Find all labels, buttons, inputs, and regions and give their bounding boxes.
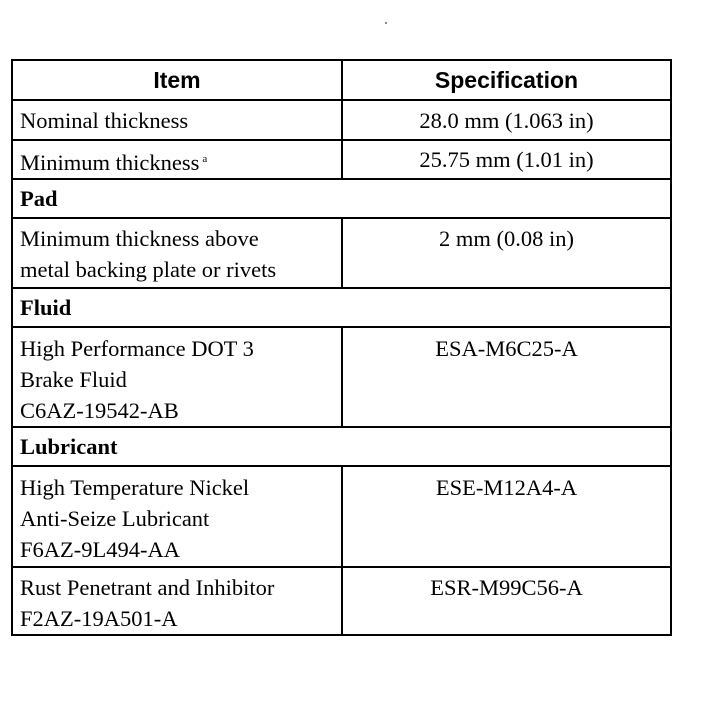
spec-cell: ESA-M6C25-A: [342, 327, 671, 427]
spec-cell: 28.0 mm (1.063 in): [342, 100, 671, 140]
item-cell: [12, 140, 342, 179]
item-text: High Performance DOT 3: [20, 336, 254, 361]
table-row: [12, 327, 671, 427]
item-text: Anti-Seize Lubricant: [20, 506, 210, 531]
item-cell: [12, 466, 342, 567]
header-specification: Specification: [342, 60, 671, 100]
section-heading: Lubricant: [12, 427, 671, 466]
page-speck: [385, 22, 387, 24]
spec-cell: 25.75 mm (1.01 in): [342, 140, 671, 179]
table-row: [12, 218, 671, 288]
item-text: Minimum thickness above: [20, 226, 259, 251]
table-row: [12, 140, 671, 179]
item-text: Nominal thickness: [20, 108, 189, 133]
spec-cell: ESE-M12A4-A: [342, 466, 671, 567]
item-text: High Temperature Nickel: [20, 475, 250, 500]
footnote-marker: a: [202, 153, 208, 165]
item-part-number: F2AZ-19A501-A: [20, 606, 178, 631]
item-cell: [12, 567, 342, 635]
item-text: Minimum thickness: [20, 150, 200, 175]
spec-cell: 2 mm (0.08 in): [342, 218, 671, 288]
header-item: Item: [12, 60, 342, 100]
spec-cell: ESR-M99C56-A: [342, 567, 671, 635]
table-header-row: [12, 60, 671, 100]
item-cell: [12, 100, 342, 140]
item-cell: [12, 218, 342, 288]
item-part-number: F6AZ-9L494-AA: [20, 537, 180, 562]
specification-table: [11, 59, 672, 636]
item-part-number: C6AZ-19542-AB: [20, 398, 179, 423]
table-row: [12, 567, 671, 635]
table-row: [12, 466, 671, 567]
section-row-fluid: [12, 288, 671, 327]
section-row-pad: [12, 179, 671, 218]
item-cell: [12, 327, 342, 427]
section-heading: Pad: [12, 179, 671, 218]
item-text: metal backing plate or rivets: [20, 257, 277, 282]
section-heading: Fluid: [12, 288, 671, 327]
item-text: Rust Penetrant and Inhibitor: [20, 575, 275, 600]
item-text: Brake Fluid: [20, 367, 127, 392]
table-row: [12, 100, 671, 140]
section-row-lubricant: [12, 427, 671, 466]
